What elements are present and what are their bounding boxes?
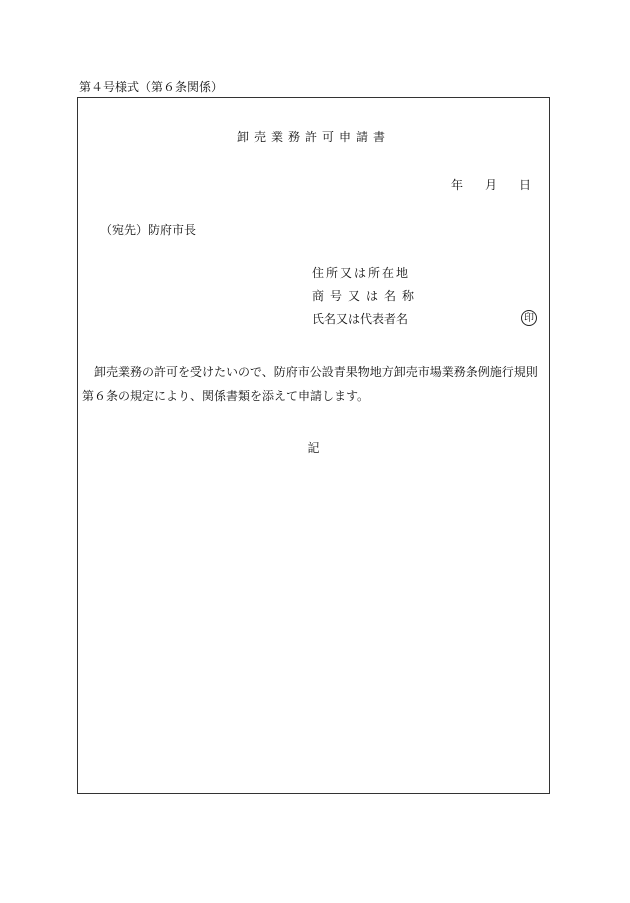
application-form-frame [77,97,550,794]
date-day-label: 日 [518,178,531,192]
document-title: 卸売業務許可申請書 [236,130,390,144]
representative-name-label: 氏名又は代表者名 [312,312,409,326]
statement-line-1: 卸売業務の許可を受けたいので、防府市公設青果物地方卸売市場業務条例施行規則 [94,365,538,379]
address-label: 住所又は所在地 [312,266,411,280]
date-month-label: 月 [484,178,497,192]
form-number: 第４号様式（第６条関係） [79,80,224,94]
note-heading: 記 [307,441,320,455]
trade-name-label: 商号又は名称 [312,289,421,303]
addressee: （宛先）防府市長 [100,223,197,237]
seal-mark: 印 [521,310,537,326]
application-statement [82,360,545,408]
statement-line-2: 第６条の規定により、関係書類を添えて申請します。 [82,389,370,403]
date-year-label: 年 [450,178,463,192]
applicant-block [312,262,420,331]
date-line [451,176,531,193]
